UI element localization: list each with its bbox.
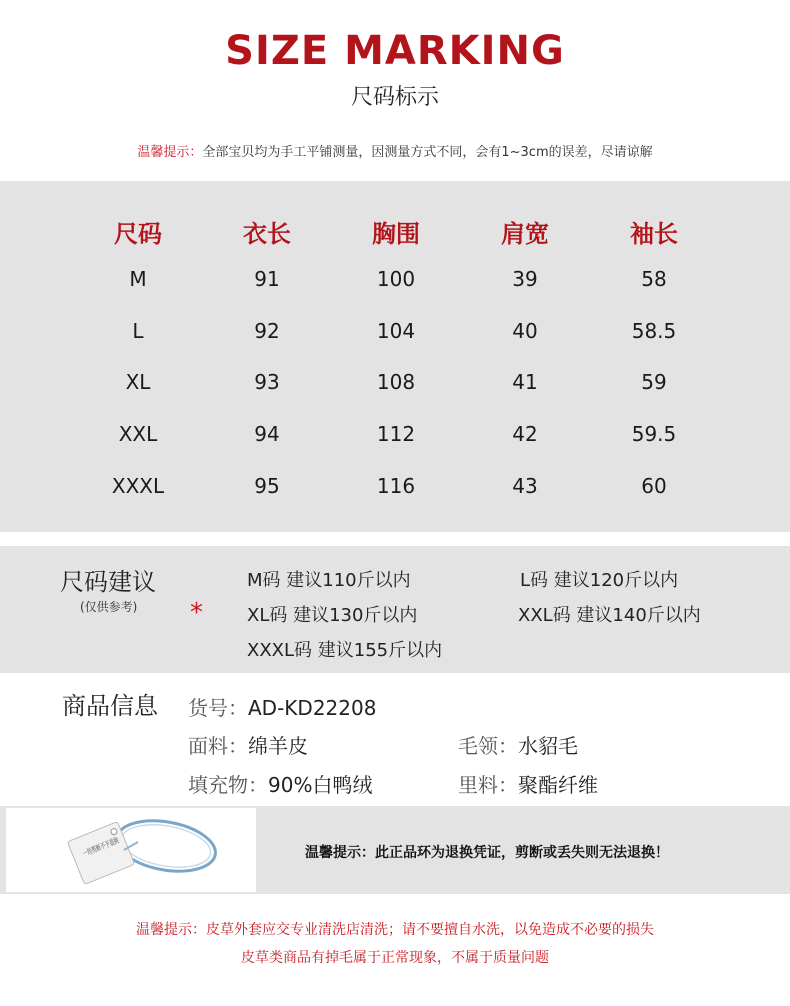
table-cell: 58.5 xyxy=(631,319,677,343)
table-cell: 112 xyxy=(376,422,416,446)
lining-label: 里料： xyxy=(458,773,518,797)
fabric-label: 面料： xyxy=(188,734,248,758)
table-cell: XXL xyxy=(118,422,158,446)
item-number xyxy=(188,692,376,721)
tag-label: 一经剪断不予退换 xyxy=(81,826,145,859)
size-table xyxy=(0,181,790,532)
advice-item: XXXL码 建议155斤以内 xyxy=(247,640,443,661)
table-cell: 58 xyxy=(641,267,667,291)
care-notice-line-2: 皮草类商品有掉毛属于正常现象，不属于质量问题 xyxy=(241,950,549,966)
table-cell: 60 xyxy=(641,474,667,498)
security-tag-icon xyxy=(6,808,256,892)
collar-info xyxy=(458,730,578,759)
table-cell: 94 xyxy=(254,422,280,446)
filling-info xyxy=(188,769,372,798)
fabric-value: 绵羊皮 xyxy=(248,734,308,758)
table-cell: 95 xyxy=(254,474,280,498)
table-cell: 42 xyxy=(512,422,538,446)
page-subtitle: 尺码标示 xyxy=(350,85,439,110)
advice-item: M码 建议110斤以内 xyxy=(247,570,411,591)
table-cell: 108 xyxy=(376,370,416,394)
table-cell: 100 xyxy=(376,267,416,291)
column-header-shoulder: 肩宽 xyxy=(501,220,549,248)
advice-item: XL码 建议130斤以内 xyxy=(247,605,418,626)
advice-item: XXL码 建议140斤以内 xyxy=(518,605,701,626)
notice-label: 温馨提示： xyxy=(137,145,203,160)
page-title: SIZE MARKING xyxy=(225,28,565,74)
lining-info xyxy=(458,769,598,798)
table-cell: 39 xyxy=(512,267,538,291)
column-header-size: 尺码 xyxy=(114,220,162,248)
fabric-info xyxy=(188,730,308,759)
tag-notice-panel xyxy=(0,806,790,894)
care-notice-line-1: 温馨提示：皮草外套应交专业清洗店清洗；请不要擅自水洗，以免造成不必要的损失 xyxy=(136,922,654,938)
advice-item: L码 建议120斤以内 xyxy=(520,570,679,591)
filling-label: 填充物： xyxy=(188,773,268,797)
table-cell: 59.5 xyxy=(631,422,677,446)
collar-label: 毛领： xyxy=(458,734,518,758)
tag-notice-text: 温馨提示：此正品环为退换凭证，剪断或丢失则无法退换！ xyxy=(305,845,669,861)
notice-text: 全部宝贝均为手工平铺测量，因测量方式不同，会有1~3cm的误差，尽请谅解 xyxy=(202,145,653,160)
measure-notice xyxy=(0,141,790,160)
item-number-label: 货号： xyxy=(188,696,248,720)
size-advice-panel xyxy=(0,546,790,673)
table-cell: 92 xyxy=(254,319,280,343)
lining-value: 聚酯纤维 xyxy=(518,773,598,797)
advice-title: 尺码建议 xyxy=(60,568,156,596)
asterisk-icon: * xyxy=(190,598,203,628)
table-cell: 59 xyxy=(641,370,667,394)
product-info-title: 商品信息 xyxy=(62,692,158,720)
collar-value: 水貂毛 xyxy=(518,734,578,758)
table-cell: 93 xyxy=(254,370,280,394)
table-cell: 91 xyxy=(254,267,280,291)
table-cell: 116 xyxy=(376,474,416,498)
table-cell: 104 xyxy=(376,319,416,343)
table-cell: 41 xyxy=(512,370,538,394)
column-header-length: 衣长 xyxy=(243,220,291,248)
table-cell: XL xyxy=(125,370,151,394)
table-cell: 43 xyxy=(512,474,538,498)
column-header-chest: 胸围 xyxy=(372,220,420,248)
tag-image xyxy=(6,808,256,892)
advice-note: (仅供参考) xyxy=(80,600,138,614)
filling-value: 90%白鸭绒 xyxy=(268,773,373,797)
table-cell: L xyxy=(132,319,144,343)
item-number-value: AD-KD22208 xyxy=(248,696,377,720)
table-cell: XXXL xyxy=(111,474,165,498)
table-cell: M xyxy=(129,267,147,291)
table-cell: 40 xyxy=(512,319,538,343)
column-header-sleeve: 袖长 xyxy=(630,220,678,248)
